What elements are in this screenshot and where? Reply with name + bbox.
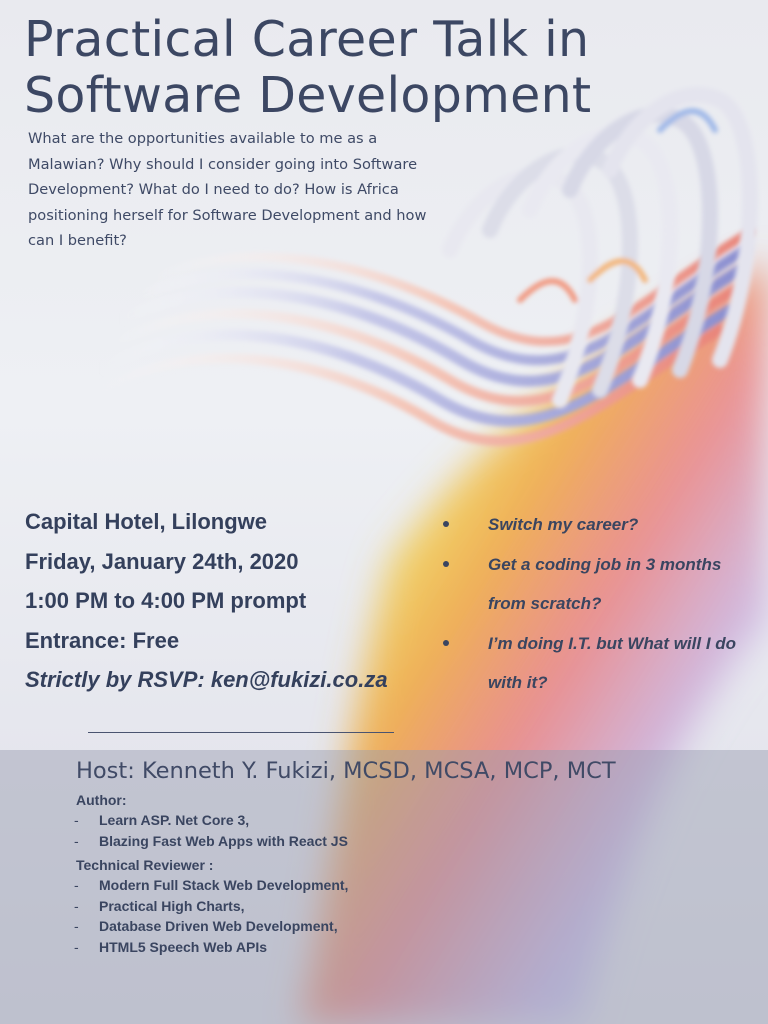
book-item	[76, 896, 596, 917]
question-item	[440, 624, 760, 703]
venue: Capital Hotel, Lilongwe	[25, 509, 268, 534]
book-item	[76, 916, 596, 937]
divider-line	[88, 732, 394, 733]
intro-paragraph: What are the opportunities available to me as a Malawian? Why should I consider going into Software Development? What do I need to do? How is Africa positioning herself for Software Development and how can I benefit?	[28, 130, 427, 249]
questions-list	[440, 505, 760, 703]
author-list	[76, 810, 596, 851]
question-item	[440, 545, 760, 624]
dash-marker: -	[74, 918, 79, 934]
dash-marker: -	[74, 897, 79, 914]
question-text: Get a coding job in 3 months from scratch?	[488, 554, 722, 613]
reviewer-label: Technical Reviewer :	[76, 857, 214, 873]
book-title: HTML5 Speech Web APIs	[99, 938, 268, 955]
book-item	[76, 831, 596, 852]
author-label: Author:	[76, 792, 127, 808]
title-line-2: Software Development	[24, 67, 592, 124]
book-title: Learn ASP. Net Core 3,	[99, 812, 250, 828]
dash-marker: -	[74, 832, 79, 849]
reviewer-list	[76, 875, 596, 957]
dash-marker: -	[74, 938, 79, 955]
host-credits	[76, 790, 596, 961]
book-item	[76, 937, 596, 958]
book-item	[76, 875, 596, 896]
event-details	[25, 502, 445, 700]
question-text: I’m doing I.T. but What will I do with it?	[488, 633, 737, 692]
rsvp-contact: Strictly by RSVP: ken@fukizi.co.za	[25, 667, 388, 692]
book-title: Blazing Fast Web Apps with React JS	[99, 832, 348, 849]
question-text: Switch my career?	[488, 515, 639, 534]
poster-title	[24, 12, 591, 124]
question-item	[440, 505, 760, 545]
bullet-dot-icon	[443, 561, 449, 567]
event-time: 1:00 PM to 4:00 PM prompt	[25, 588, 307, 613]
book-title: Database Driven Web Development,	[99, 918, 338, 934]
title-line-1: Practical Career Talk in	[24, 11, 590, 68]
book-title: Practical High Charts,	[99, 897, 245, 914]
book-item	[76, 810, 596, 831]
dash-marker: -	[74, 877, 79, 893]
book-title: Modern Full Stack Web Development,	[99, 877, 349, 893]
event-date: Friday, January 24th, 2020	[25, 548, 299, 574]
bullet-dot-icon	[443, 640, 449, 646]
host-name: Host: Kenneth Y. Fukizi, MCSD, MCSA, MCP, MCT	[76, 758, 616, 784]
bullet-dot-icon	[443, 521, 449, 527]
entrance-fee: Entrance: Free	[25, 627, 180, 653]
dash-marker: -	[74, 812, 79, 828]
